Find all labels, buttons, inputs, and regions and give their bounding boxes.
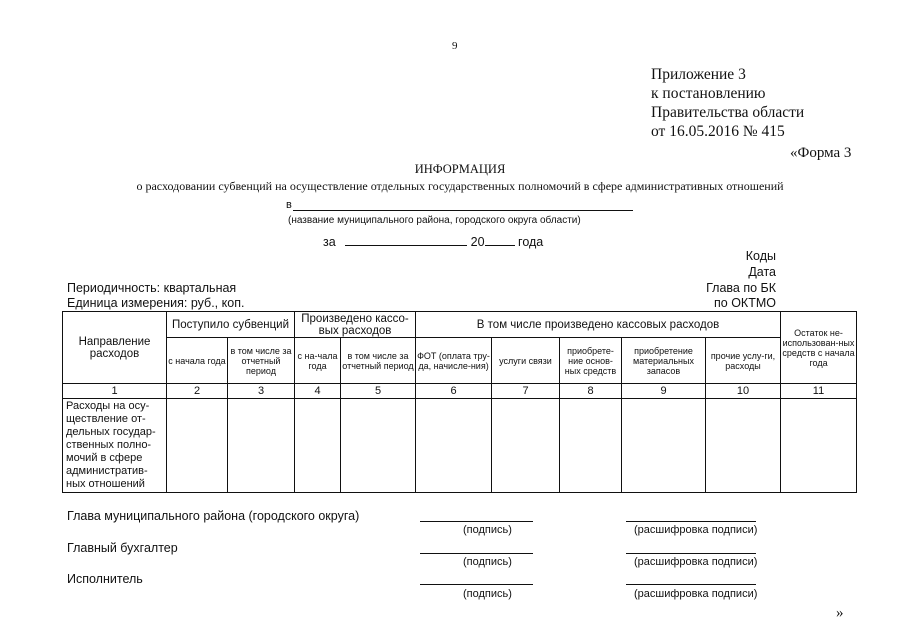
appendix-line: к постановлению	[651, 85, 766, 102]
period-field[interactable]	[345, 233, 467, 246]
table-cell[interactable]	[295, 399, 341, 493]
col-number: 3	[228, 384, 295, 399]
codes-glava-bk: Глава по БК	[706, 281, 776, 295]
signature-caption: (подпись)	[463, 588, 512, 600]
head-signature-label: Глава муниципального района (городского округа)	[67, 509, 360, 523]
municipality-name-field[interactable]	[293, 210, 633, 211]
v-prefix: в	[286, 199, 292, 211]
group-incl-header: В том числе произведено кассовых расходов	[416, 312, 781, 338]
table-cell[interactable]	[167, 399, 228, 493]
appendix-line: Приложение 3	[651, 66, 746, 83]
sub-fixed-assets: приобрете-ние основ-ных средств	[560, 338, 622, 384]
decoding-caption: (расшифровка подписи)	[634, 524, 758, 536]
col-number: 5	[341, 384, 416, 399]
year-prefix: 20	[470, 235, 485, 249]
sub-fot: ФОТ (оплата тру-да, начисле-ния)	[416, 338, 492, 384]
accountant-decoding-line[interactable]	[626, 553, 756, 554]
table-cell[interactable]	[622, 399, 706, 493]
signature-caption: (подпись)	[463, 524, 512, 536]
codes-header: Коды	[745, 249, 776, 263]
accountant-signature-line[interactable]	[420, 553, 533, 554]
signature-caption: (подпись)	[463, 556, 512, 568]
sub-communication: услуги связи	[492, 338, 560, 384]
form-label: «Форма 3	[790, 145, 852, 161]
group-received-header: Поступило субвенций	[167, 312, 295, 338]
col-number: 7	[492, 384, 560, 399]
decoding-caption: (расшифровка подписи)	[634, 588, 758, 600]
head-decoding-line[interactable]	[626, 521, 756, 522]
appendix-block	[651, 65, 804, 141]
table-cell[interactable]	[781, 399, 857, 493]
sub-from-start: с начала года	[167, 338, 228, 384]
sub-incl-period-2: в том числе за отчетный период	[341, 338, 416, 384]
year-field[interactable]	[485, 233, 515, 246]
col-number: 10	[706, 384, 781, 399]
appendix-line: Правительства области	[651, 104, 805, 121]
table-cell[interactable]	[560, 399, 622, 493]
head-signature-line[interactable]	[420, 521, 533, 522]
appendix-line: от 16.05.2016 № 415	[651, 123, 785, 140]
table-cell[interactable]	[416, 399, 492, 493]
sub-inventory: приобретение материальных запасов	[622, 338, 706, 384]
col-number: 4	[295, 384, 341, 399]
table-cell[interactable]	[228, 399, 295, 493]
sub-incl-period: в том числе за отчетный период	[228, 338, 295, 384]
col-number: 11	[781, 384, 857, 399]
executor-decoding-line[interactable]	[626, 584, 756, 585]
executor-signature-label: Исполнитель	[67, 572, 143, 586]
codes-date: Дата	[748, 265, 776, 279]
accountant-signature-label: Главный бухгалтер	[67, 541, 178, 555]
unit-of-measure: Единица измерения: руб., коп.	[67, 296, 245, 310]
col-remainder-header: Остаток не-использован-ных средств с начала года	[781, 312, 857, 384]
col-number: 2	[167, 384, 228, 399]
table-cell[interactable]	[341, 399, 416, 493]
col-number: 8	[560, 384, 622, 399]
decoding-caption: (расшифровка подписи)	[634, 556, 758, 568]
col-number: 9	[622, 384, 706, 399]
col-number: 6	[416, 384, 492, 399]
row-label: Расходы на осу-ществление от-дельных государ-ственных полно-мочий в сфере административ-ных отношений	[63, 399, 167, 493]
page-number: 9	[452, 40, 458, 52]
closing-quote: »	[836, 605, 844, 621]
za-label: за	[323, 235, 336, 249]
document-subtitle: о расходовании субвенций на осуществление отдельных государственных полномочий в сфере административных отношений	[136, 179, 784, 193]
table-cell[interactable]	[706, 399, 781, 493]
sub-other-services: прочие услу-ги, расходы	[706, 338, 781, 384]
codes-oktmo: по ОКТМО	[714, 296, 776, 310]
group-cash-header: Произведено кассо-вых расходов	[295, 312, 416, 338]
col-direction-header: Направление расходов	[63, 312, 167, 384]
expenses-table	[62, 311, 857, 493]
executor-signature-line[interactable]	[420, 584, 533, 585]
sub-from-start-short: с на-чала года	[295, 338, 341, 384]
table-cell[interactable]	[492, 399, 560, 493]
document-title: ИНФОРМАЦИЯ	[414, 162, 506, 176]
period-line	[323, 233, 543, 249]
municipality-caption: (название муниципального района, городского округа области)	[288, 215, 581, 226]
year-suffix: года	[518, 235, 544, 249]
periodicity: Периодичность: квартальная	[67, 281, 237, 295]
col-number: 1	[63, 384, 167, 399]
